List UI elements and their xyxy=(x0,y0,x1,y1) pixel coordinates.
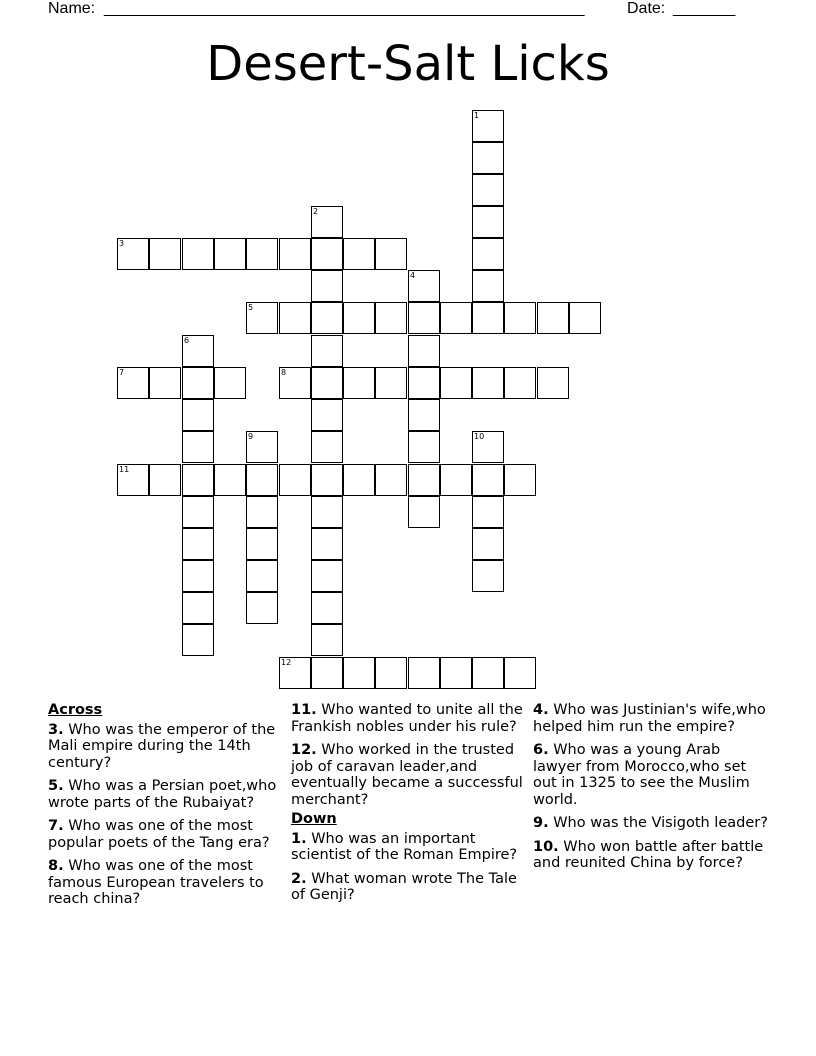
clue-across-7: 7. Who was one of the most popular poets of the Tang era? xyxy=(48,818,270,851)
grid-cell[interactable] xyxy=(311,528,343,560)
grid-cell[interactable] xyxy=(472,528,504,560)
grid-cell[interactable] xyxy=(246,238,278,270)
clue-down-4: 4. Who was Justinian's wife,who helped him run the empire? xyxy=(533,702,766,735)
grid-cell[interactable] xyxy=(537,367,569,399)
grid-cell[interactable] xyxy=(440,367,472,399)
grid-cell[interactable] xyxy=(472,657,504,689)
grid-cell[interactable] xyxy=(117,238,149,270)
grid-cell[interactable] xyxy=(472,238,504,270)
grid-cell[interactable] xyxy=(279,464,311,496)
clue-down-9: 9. Who was the Visigoth leader? xyxy=(533,815,768,831)
grid-cell[interactable] xyxy=(182,496,214,528)
cell-number: 5 xyxy=(248,303,254,312)
grid-cell[interactable] xyxy=(246,496,278,528)
grid-cell[interactable] xyxy=(279,367,311,399)
name-label: Name: xyxy=(48,0,96,17)
grid-cell[interactable] xyxy=(149,367,181,399)
date-line[interactable]: _______ xyxy=(673,0,736,17)
grid-cell[interactable] xyxy=(311,560,343,592)
clue-across-5: 5. Who was a Persian poet,who wrote parts of the Rubaiyat? xyxy=(48,778,277,811)
cell-number: 1 xyxy=(474,111,480,120)
grid-cell[interactable] xyxy=(182,367,214,399)
cell-number: 10 xyxy=(474,432,485,441)
cell-number: 11 xyxy=(119,465,130,474)
grid-cell[interactable] xyxy=(408,302,440,334)
grid-cell[interactable] xyxy=(408,399,440,431)
grid-cell[interactable] xyxy=(408,464,440,496)
grid-cell[interactable] xyxy=(182,431,214,463)
grid-cell[interactable] xyxy=(246,592,278,624)
grid-cell[interactable] xyxy=(182,399,214,431)
grid-cell[interactable] xyxy=(149,238,181,270)
clues-column-2 xyxy=(291,702,527,911)
grid-cell[interactable] xyxy=(246,431,278,463)
grid-cell[interactable] xyxy=(343,238,375,270)
grid-cell[interactable] xyxy=(472,496,504,528)
grid-cell[interactable] xyxy=(246,560,278,592)
grid-cell[interactable] xyxy=(279,657,311,689)
grid-cell[interactable] xyxy=(117,464,149,496)
grid-cell[interactable] xyxy=(440,302,472,334)
grid-cell[interactable] xyxy=(408,657,440,689)
clues-column-3 xyxy=(533,702,768,879)
grid-cell[interactable] xyxy=(246,464,278,496)
grid-cell[interactable] xyxy=(279,302,311,334)
grid-cell[interactable] xyxy=(472,560,504,592)
grid-cell[interactable] xyxy=(117,367,149,399)
grid-cell[interactable] xyxy=(182,560,214,592)
grid-cell[interactable] xyxy=(182,238,214,270)
grid-cell[interactable] xyxy=(343,657,375,689)
clue-down-6: 6. Who was a young Arab lawyer from Morocco,who set out in 1325 to see the Muslim world. xyxy=(533,742,750,808)
grid-cell[interactable] xyxy=(408,431,440,463)
clue-down-1: 1. Who was an important scientist of the Roman Empire? xyxy=(291,830,518,863)
grid-cell[interactable] xyxy=(214,238,246,270)
grid-cell[interactable] xyxy=(375,238,407,270)
cell-number: 6 xyxy=(184,336,190,345)
clue-across-8: 8. Who was one of the most famous European travelers to reach china? xyxy=(48,858,264,907)
grid-cell[interactable] xyxy=(214,367,246,399)
grid-cell[interactable] xyxy=(311,302,343,334)
cell-number: 3 xyxy=(119,239,125,248)
clue-across-3: 3. Who was the emperor of the Mali empire during the 14th century? xyxy=(48,721,276,771)
cell-number: 7 xyxy=(119,368,125,377)
grid-cell[interactable] xyxy=(375,657,407,689)
cell-number: 8 xyxy=(281,368,287,377)
grid-cell[interactable] xyxy=(311,206,343,238)
grid-cell[interactable] xyxy=(182,464,214,496)
grid-cell[interactable] xyxy=(472,174,504,206)
grid-cell[interactable] xyxy=(472,367,504,399)
down-heading: Down xyxy=(291,811,337,827)
grid-cell[interactable] xyxy=(182,624,214,656)
grid-cell[interactable] xyxy=(246,302,278,334)
across-heading: Across xyxy=(48,702,103,718)
name-line[interactable]: ______________________________________________________ xyxy=(104,0,585,17)
grid-cell[interactable] xyxy=(311,464,343,496)
grid-cell[interactable] xyxy=(408,496,440,528)
grid-cell[interactable] xyxy=(311,592,343,624)
grid-cell[interactable] xyxy=(311,335,343,367)
grid-cell[interactable] xyxy=(504,464,536,496)
grid-cell[interactable] xyxy=(311,270,343,302)
grid-cell[interactable] xyxy=(472,431,504,463)
clues-column-1 xyxy=(48,702,284,915)
grid-cell[interactable] xyxy=(408,270,440,302)
cell-number: 12 xyxy=(281,658,292,667)
grid-cell[interactable] xyxy=(343,464,375,496)
grid-cell[interactable] xyxy=(472,110,504,142)
grid-cell[interactable] xyxy=(472,302,504,334)
grid-cell[interactable] xyxy=(182,592,214,624)
grid-cell[interactable] xyxy=(311,367,343,399)
grid-cell[interactable] xyxy=(375,302,407,334)
grid-cell[interactable] xyxy=(182,528,214,560)
grid-cell[interactable] xyxy=(311,624,343,656)
clue-down-2: 2. What woman wrote The Tale of Genji? xyxy=(291,870,517,903)
clue-down-10: 10. Who won battle after battle and reunited China by force? xyxy=(533,838,764,871)
grid-cell[interactable] xyxy=(472,206,504,238)
cell-number: 2 xyxy=(313,207,319,216)
grid-cell[interactable] xyxy=(472,464,504,496)
clue-across-12: 12. Who worked in the trusted job of caravan leader,and eventually became a successful merchant? xyxy=(291,742,523,808)
clue-across-11: 11. Who wanted to unite all the Frankish nobles under his rule? xyxy=(291,702,523,735)
grid-cell[interactable] xyxy=(343,302,375,334)
grid-cell[interactable] xyxy=(472,270,504,302)
grid-cell[interactable] xyxy=(375,464,407,496)
cell-number: 9 xyxy=(248,432,254,441)
grid-cell[interactable] xyxy=(182,335,214,367)
grid-cell[interactable] xyxy=(279,238,311,270)
grid-cell[interactable] xyxy=(149,464,181,496)
grid-cell[interactable] xyxy=(311,657,343,689)
grid-cell[interactable] xyxy=(311,431,343,463)
grid-cell[interactable] xyxy=(214,464,246,496)
grid-cell[interactable] xyxy=(246,528,278,560)
grid-cell[interactable] xyxy=(408,335,440,367)
grid-cell[interactable] xyxy=(504,302,536,334)
grid-cell[interactable] xyxy=(311,238,343,270)
date-label: Date: xyxy=(627,0,666,17)
grid-cell[interactable] xyxy=(440,464,472,496)
cell-number: 4 xyxy=(410,271,416,280)
grid-cell[interactable] xyxy=(311,399,343,431)
grid-cell[interactable] xyxy=(537,302,569,334)
grid-cell[interactable] xyxy=(408,367,440,399)
grid-cell[interactable] xyxy=(504,657,536,689)
page-title: Desert-Salt Licks xyxy=(206,36,610,92)
grid-cell[interactable] xyxy=(504,367,536,399)
grid-cell[interactable] xyxy=(472,142,504,174)
grid-cell[interactable] xyxy=(569,302,601,334)
grid-cell[interactable] xyxy=(375,367,407,399)
grid-cell[interactable] xyxy=(311,496,343,528)
grid-cell[interactable] xyxy=(343,367,375,399)
grid-cell[interactable] xyxy=(440,657,472,689)
